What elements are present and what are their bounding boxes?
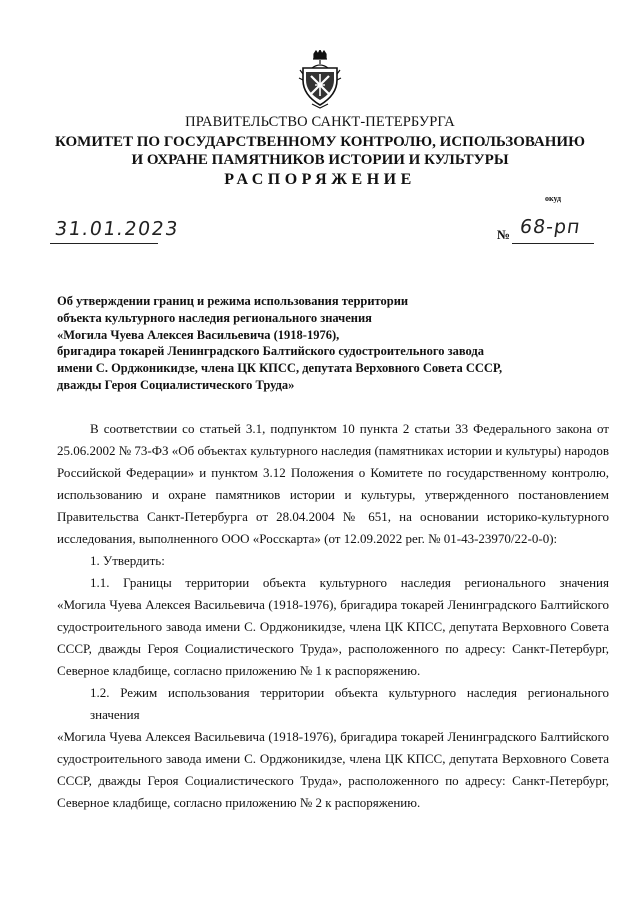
government-name: ПРАВИТЕЛЬСТВО САНКТ-ПЕТЕРБУРГА	[185, 114, 455, 130]
document-title	[57, 293, 527, 394]
body-line: СССР, дважды Героя Социалистического Труда», расположенного по адресу: Санкт-Петербург,	[57, 773, 609, 788]
body-line: судостроительного завода имени С. Орджоникидзе, члена ЦК КПСС, депутата Верховного Совета	[57, 751, 609, 766]
body-line: «Могила Чуева Алексея Васильевича (1918-1976), бригадира токарей Ленинградского Балтийского	[57, 597, 609, 612]
title-line: дважды Героя Социалистического Труда»	[57, 377, 295, 392]
body-line: исследования, выполненного ООО «Росскарта» (от 12.09.2022 рег. № 01-43-23970/22-0-0):	[57, 531, 558, 546]
body-line: Северное кладбище, согласно приложению № 2 к распоряжению.	[57, 795, 421, 810]
document-body	[57, 418, 609, 814]
body-line: В соответствии со статьей 3.1, подпунктом 10 пункта 2 статьи 33 Федерального закона от	[90, 421, 609, 436]
document-number: 68-рп	[518, 216, 583, 238]
committee-name-line: И ОХРАНЕ ПАМЯТНИКОВ ИСТОРИИ И КУЛЬТУРЫ	[131, 152, 509, 168]
title-line: Об утверждении границ и режима использования территории	[57, 294, 409, 308]
body-line: Северное кладбище, согласно приложению № 1 к распоряжению.	[57, 663, 421, 678]
body-line: 25.06.2002 № 73-ФЗ «Об объектах культурного наследия (памятниках истории и культуры) народов	[57, 443, 609, 458]
paragraph-1-2	[57, 682, 609, 814]
body-line: 1. Утвердить:	[90, 553, 165, 568]
coat-of-arms-icon	[298, 50, 342, 110]
document-type: РАСПОРЯЖЕНИЕ	[224, 171, 416, 188]
body-line: использованию и охране памятников истории и культуры, утвержденного постановлением	[57, 487, 609, 502]
committee-name-line: КОМИТЕТ ПО ГОСУДАРСТВЕННОМУ КОНТРОЛЮ, ИСПОЛЬЗОВАНИЮ	[55, 134, 585, 150]
paragraph-1-1	[57, 572, 609, 682]
body-line: 1.1. Границы территории объекта культурного наследия регионального значения	[90, 575, 609, 590]
okud-label: окуд	[545, 194, 562, 203]
title-line: имени С. Орджоникидзе, члена ЦК КПСС, депутата Верховного Совета СССР,	[57, 361, 503, 376]
body-line: Российской Федерации» и пунктом 3.12 Положения о Комитете по государственному контролю,	[57, 465, 609, 480]
paragraph-approve	[57, 550, 609, 572]
title-line: бригадира токарей Ленинградского Балтийского судостроительного завода	[57, 344, 484, 359]
body-line: СССР, дважды Героя Социалистического Труда», расположенного по адресу: Санкт-Петербург,	[57, 641, 609, 656]
body-line: 1.2. Режим использования территории объекта культурного наследия регионального значения	[90, 685, 609, 722]
date-underline	[50, 243, 158, 244]
document-date: 31.01.2023	[53, 218, 181, 240]
body-line: «Могила Чуева Алексея Васильевича (1918-1976), бригадира токарей Ленинградского Балтийского	[57, 729, 609, 744]
body-line: Правительства Санкт-Петербурга от 28.04.2004 № 651, на основании историко-культурного	[57, 509, 609, 524]
title-line: объекта культурного наследия регионального значения	[57, 310, 372, 325]
paragraph-legal-basis	[57, 418, 609, 550]
committee-name	[0, 133, 640, 169]
body-line: судостроительного завода имени С. Орджоникидзе, члена ЦК КПСС, депутата Верховного Совета	[57, 619, 609, 634]
number-underline	[512, 243, 594, 244]
title-line: «Могила Чуева Алексея Васильевича (1918-1976),	[57, 327, 340, 342]
number-sign: №	[497, 227, 511, 242]
